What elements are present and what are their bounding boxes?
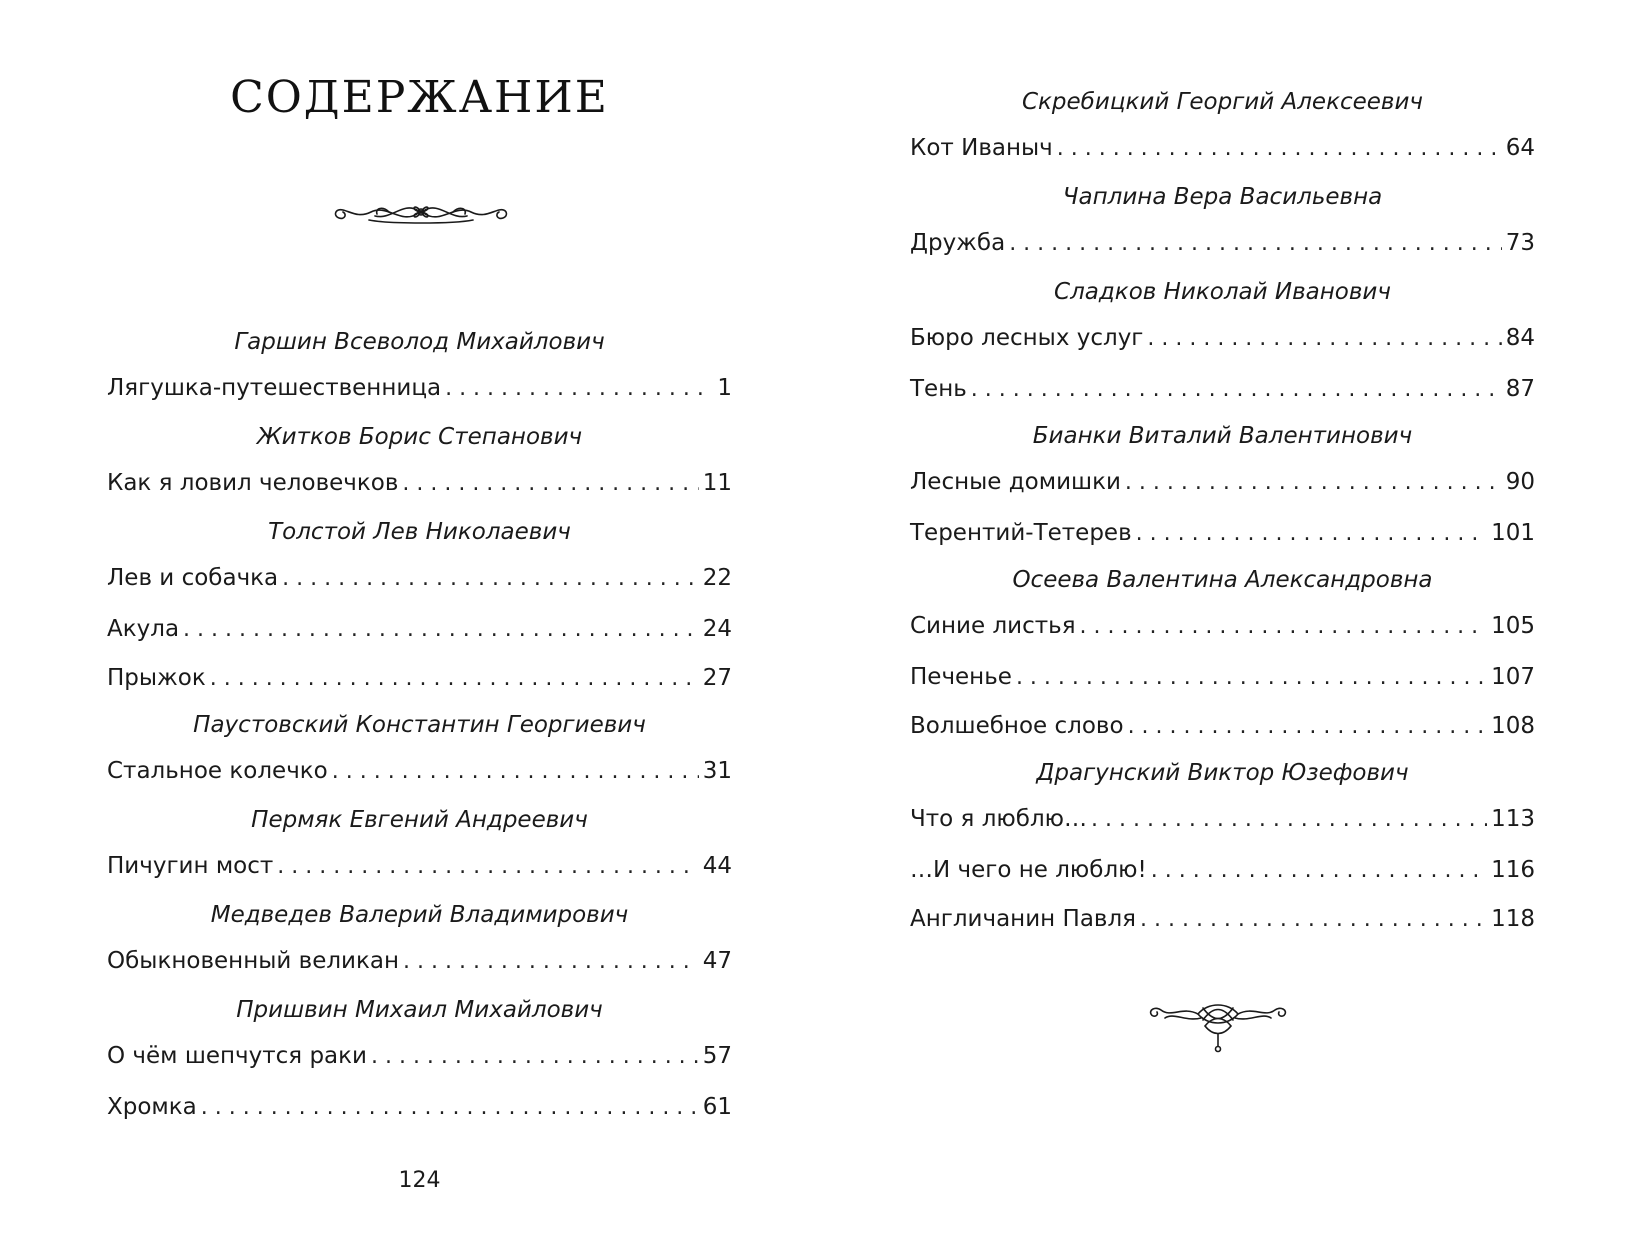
entry-title: Обыкновенный великан <box>107 948 400 974</box>
dot-leader <box>1009 219 1502 268</box>
author-heading: Сладков Николай Иванович <box>1054 279 1391 305</box>
entry-title: Лесные домишки <box>910 469 1121 495</box>
toc-entry <box>910 846 1535 895</box>
toc-entry <box>107 459 732 510</box>
dot-leader <box>402 459 698 508</box>
author-heading: Толстой Лев Николаевич <box>268 519 571 545</box>
toc-entry <box>910 365 1535 414</box>
dot-leader <box>1016 653 1487 702</box>
page-title: СОДЕРЖАНИЕ <box>230 72 609 123</box>
dot-leader <box>971 365 1502 414</box>
toc-entry <box>107 364 732 415</box>
toc-entry <box>107 1032 732 1083</box>
dot-leader <box>371 1032 699 1081</box>
author-heading: Чаплина Вера Васильевна <box>1062 184 1383 210</box>
toc-entry <box>107 842 732 893</box>
entry-title: Англичанин Павля <box>910 906 1137 932</box>
author-heading: Скребицкий Георгий Алексеевич <box>1021 89 1424 115</box>
right-page <box>910 0 1535 1252</box>
entry-title: Дружба <box>910 230 1006 256</box>
entry-page-number: 1 <box>717 375 732 401</box>
entry-title: Что я люблю… <box>910 806 1088 832</box>
entry-title: Стальное колечко <box>107 758 328 784</box>
toc-entry <box>107 937 732 988</box>
entry-page-number: 57 <box>702 1043 732 1069</box>
entry-title: Хромка <box>107 1094 197 1120</box>
page-number: 124 <box>398 1168 441 1193</box>
knot-ornament-icon <box>1143 996 1293 1056</box>
toc-entry <box>107 654 732 703</box>
entry-title: Волшебное слово <box>910 713 1124 739</box>
author-heading: Бианки Виталий Валентинович <box>1032 423 1413 449</box>
entry-title: Кот Иваныч <box>910 135 1053 161</box>
dot-leader <box>1136 509 1487 558</box>
entry-page-number: 118 <box>1491 906 1535 932</box>
dot-leader <box>1140 895 1487 944</box>
dot-leader <box>1091 795 1487 844</box>
toc-entry <box>910 314 1535 365</box>
toc-entry <box>910 895 1535 944</box>
dot-leader <box>403 937 699 986</box>
entry-title: Пичугин мост <box>107 853 274 879</box>
toc-entry <box>910 124 1535 175</box>
entry-page-number: 84 <box>1505 325 1535 351</box>
toc-entry <box>910 653 1535 702</box>
author-heading: Драгунский Виктор Юзефович <box>1036 760 1409 786</box>
dot-leader <box>1080 602 1488 651</box>
toc-entry <box>107 554 732 605</box>
entry-page-number: 108 <box>1491 713 1535 739</box>
entry-page-number: 116 <box>1491 857 1535 883</box>
entry-page-number: 101 <box>1491 520 1535 546</box>
entry-page-number: 27 <box>702 665 732 691</box>
dot-leader <box>282 554 699 603</box>
entry-title: Бюро лесных услуг <box>910 325 1144 351</box>
dot-leader <box>332 747 699 796</box>
entry-page-number: 64 <box>1505 135 1535 161</box>
entry-title: Прыжок <box>107 665 206 691</box>
toc-entry <box>107 1083 732 1132</box>
entry-title: Акула <box>107 616 180 642</box>
author-heading: Осеева Валентина Александровна <box>1012 567 1433 593</box>
entry-title: …И чего не люблю! <box>910 857 1147 883</box>
dot-leader <box>210 654 699 703</box>
dot-leader <box>183 605 699 654</box>
author-heading: Житков Борис Степанович <box>256 424 583 450</box>
entry-page-number: 90 <box>1505 469 1535 495</box>
dot-leader <box>1147 314 1501 363</box>
entry-page-number: 73 <box>1505 230 1535 256</box>
toc-list-left <box>107 320 732 1132</box>
entry-page-number: 22 <box>702 565 732 591</box>
entry-page-number: 87 <box>1505 376 1535 402</box>
toc-entry <box>910 602 1535 653</box>
entry-title: Как я ловил человечков <box>107 470 399 496</box>
author-heading: Гаршин Всеволод Михайлович <box>234 329 605 355</box>
dot-leader <box>1151 846 1487 895</box>
entry-page-number: 107 <box>1491 664 1535 690</box>
dot-leader <box>201 1083 699 1132</box>
author-heading: Пришвин Михаил Михайлович <box>236 997 603 1023</box>
author-heading: Паустовский Константин Георгиевич <box>193 712 646 738</box>
author-heading: Медведев Валерий Владимирович <box>210 902 629 928</box>
entry-page-number: 44 <box>702 853 732 879</box>
dot-leader <box>1057 124 1502 173</box>
entry-page-number: 31 <box>702 758 732 784</box>
entry-page-number: 105 <box>1491 613 1535 639</box>
toc-entry <box>910 219 1535 270</box>
dot-leader <box>445 364 713 413</box>
toc-list-right <box>910 80 1535 944</box>
entry-page-number: 11 <box>702 470 732 496</box>
entry-title: О чём шепчутся раки <box>107 1043 367 1069</box>
entry-title: Синие листья <box>910 613 1076 639</box>
dot-leader <box>1125 458 1502 507</box>
entry-page-number: 61 <box>702 1094 732 1120</box>
dot-leader <box>1128 702 1488 751</box>
toc-entry <box>107 605 732 654</box>
entry-title: Печенье <box>910 664 1012 690</box>
toc-entry <box>910 509 1535 558</box>
entry-title: Лев и собачка <box>107 565 279 591</box>
toc-entry <box>107 747 732 798</box>
flourish-ornament-icon <box>329 198 513 240</box>
dot-leader <box>277 842 698 891</box>
entry-page-number: 113 <box>1491 806 1535 832</box>
toc-entry <box>910 458 1535 509</box>
entry-title: Тень <box>910 376 967 402</box>
author-heading: Пермяк Евгений Андреевич <box>251 807 588 833</box>
left-page <box>107 0 732 1252</box>
toc-entry <box>910 795 1535 846</box>
entry-page-number: 24 <box>702 616 732 642</box>
entry-page-number: 47 <box>702 948 732 974</box>
entry-title: Терентий-Тетерев <box>910 520 1132 546</box>
entry-title: Лягушка-путешественница <box>107 375 442 401</box>
toc-entry <box>910 702 1535 751</box>
